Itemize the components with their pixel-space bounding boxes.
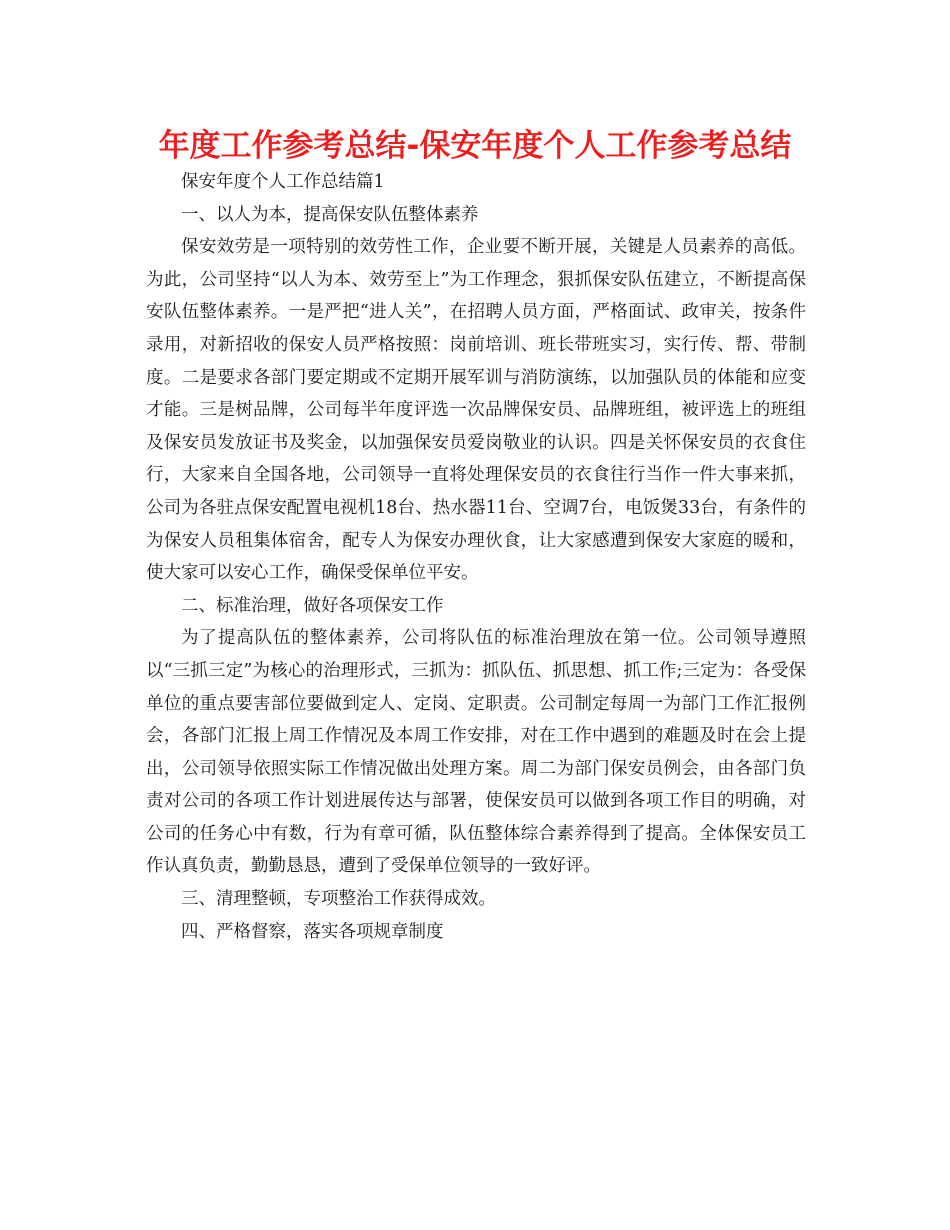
section-1-heading: 一、以人为本，提高保安队伍整体素养	[181, 204, 479, 225]
section-3-heading: 三、清理整顿，专项整治工作获得成效。	[181, 889, 496, 910]
section-1-paragraph: 保安效劳是一项特别的效劳性工作，企业要不断开展，关键是人员素养的高低。为此，公司坚持“以人为本、效劳至上”为工作理念，狠抓保安队伍建立，不断提高保安队伍整体素养。一是严把“进人关”，在招聘人员方面，严格面试、政审关，按条件录用，对新招收的保安人员严格按照：岗前培训、班长带班实习，实行传、帮、带制度。二是要求各部门要定期或不定期开展军训与消防演练，以加强队员的体能和应变才能。三是树品牌，公司每半年度评选一次品牌保安员、品牌班组，被评选上的班组及保安员发放证书及奖金，以加强保安员爱岗敬业的认识。四是关怀保安员的衣食住行，大家来自全国各地，公司领导一直将处理保安员的衣食往行当作一件大事来抓，公司为各驻点保安配置电视机18台、热水器11台、空调7台，电饭煲33台，有条件的为保安人员租集体宿舍，配专人为保安办理伙食，让大家感遭到保安大家庭的暖和，使大家可以安心工作，确保受保单位平安。	[146, 237, 806, 584]
document-body	[146, 166, 806, 948]
section-2-paragraph: 为了提高队伍的整体素养，公司将队伍的标准治理放在第一位。公司领导遵照以“三抓三定”为核心的治理形式，三抓为：抓队伍、抓思想、抓工作;三定为：各受保单位的重点要害部位要做到定人、定岗、定职责。公司制定每周一为部门工作汇报例会，各部门汇报上周工作情况及本周工作安排，对在工作中遇到的难题及时在会上提出，公司领导依照实际工作情况做出处理方案。周二为部门保安员例会，由各部门负责对公司的各项工作计划进展传达与部署，使保安员可以做到各项工作目的明确，对公司的任务心中有数，行为有章可循，队伍整体综合素养得到了提高。全体保安员工作认真负责，勤勤恳恳，遭到了受保单位领导的一致好评。	[146, 628, 806, 877]
section-4-heading: 四、严格督察，落实各项规章制度	[181, 921, 444, 942]
document-title: 年度工作参考总结-保安年度个人工作参考总结	[158, 128, 792, 164]
subtitle: 保安年度个人工作总结篇1	[181, 172, 385, 192]
section-2-heading: 二、标准治理，做好各项保安工作	[181, 595, 444, 616]
